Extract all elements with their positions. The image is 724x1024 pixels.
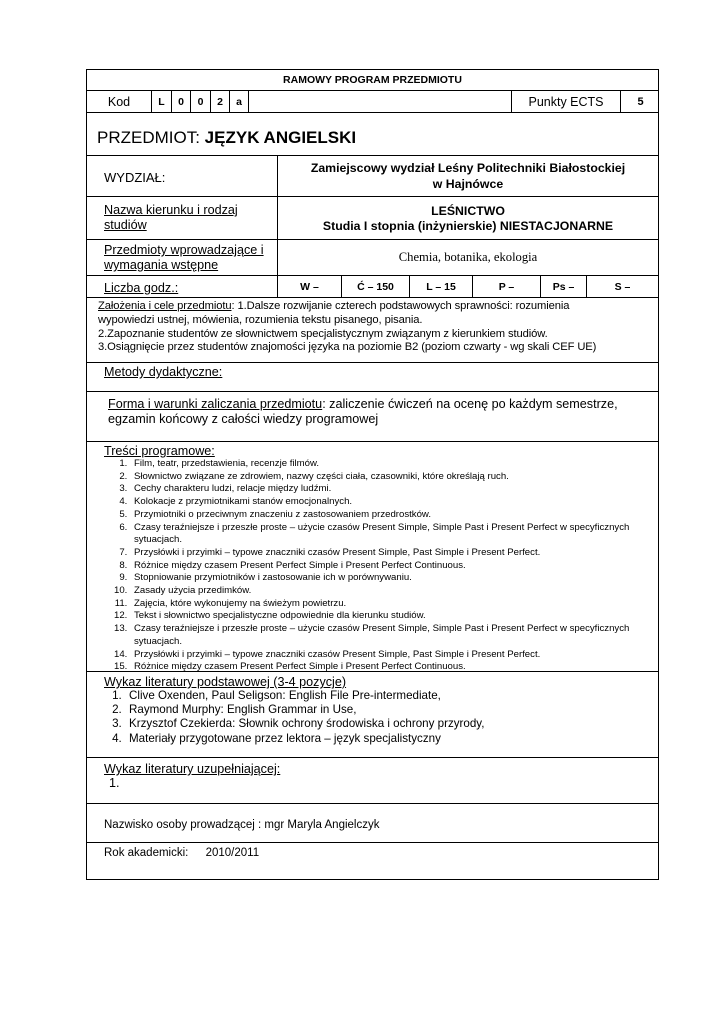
- literature-extra-item: 1.: [109, 776, 120, 790]
- prerequisites-label: [87, 240, 277, 275]
- subject-prefix: PRZEDMIOT:: [97, 128, 205, 147]
- field-value-line1: LEŚNICTWO: [431, 204, 505, 218]
- program-item: 13. Czasy teraźniejsze i przeszłe proste – użycie czasów Present Simple, Simple Past i Present Perfect w specyficznych sytuacjach.: [130, 623, 658, 648]
- hours-lab: L – 15: [409, 276, 472, 297]
- hours-row: [87, 276, 658, 298]
- faculty-value-line1: Zamiejscowy wydział Leśny Politechniki Białostockiej: [310, 161, 626, 175]
- literature-item: 3. Krzysztof Czekierda: Słownik ochrony środowiska i ochrony przyrody,: [125, 717, 658, 731]
- literature-basic-row: [87, 672, 658, 758]
- lecturer-row: [87, 804, 658, 843]
- goals-line4: 3.Osiągnięcie przez studentów znajomości języka na poziomie B2 (poziom czwarty - wg skali CEF UE): [98, 341, 597, 354]
- program-item: 9. Stopniowanie przymiotników i zastosowanie ich w porównywaniu.: [130, 572, 658, 585]
- field-value: [277, 197, 658, 239]
- document-title: RAMOWY PROGRAM PRZEDMIOTU: [283, 74, 462, 86]
- code-row: [87, 91, 658, 113]
- program-label: Treści programowe:: [104, 444, 215, 458]
- program-list: [87, 458, 658, 674]
- program-item: 6. Czasy teraźniejsze i przeszłe proste – użycie czasów Present Simple, Simple Past i Present Perfect w specyficznych sytuacjach.: [130, 522, 658, 547]
- program-row: [87, 442, 658, 672]
- code-char-1: L: [151, 91, 171, 112]
- code-char-3: 0: [190, 91, 210, 112]
- academic-year-value: 2010/2011: [205, 847, 260, 859]
- program-item: 10. Zasady użycia przedimków.: [130, 585, 658, 598]
- goals-label: Założenia i cele przedmiotu: [98, 300, 232, 312]
- code-spacer: [248, 91, 511, 112]
- assessment-line1-text: : zaliczenie ćwiczeń na ocenę po każdym semestrze,: [322, 397, 618, 411]
- program-item: 5. Przymiotniki o przeciwnym znaczeniu z zastosowaniem przedrostków.: [130, 509, 658, 522]
- literature-basic-label: Wykaz literatury podstawowej (3-4 pozycje): [104, 675, 347, 689]
- subject-name: JĘZYK ANGIELSKI: [204, 128, 357, 147]
- hours-seminar: S –: [586, 276, 658, 297]
- faculty-label: WYDZIAŁ:: [104, 170, 166, 185]
- assessment-label: Forma i warunki zaliczania przedmiotu: [108, 397, 323, 411]
- hours-exercises: Ć – 150: [341, 276, 409, 297]
- literature-extra-label: Wykaz literatury uzupełniającej:: [104, 762, 281, 776]
- goals-line2: wypowiedzi ustnej, mówienia, rozumienia tekstu pisanego, pisania.: [98, 313, 423, 326]
- assessment-line2: egzamin końcowy z całości wiedzy programowej: [108, 412, 379, 426]
- goals-row: [87, 298, 658, 363]
- prerequisites-label-line1: Przedmioty wprowadzające i: [104, 243, 264, 257]
- program-item: 1. Film, teatr, przedstawienia, recenzje filmów.: [130, 458, 658, 471]
- literature-extra-row: [87, 758, 658, 804]
- field-value-line2: Studia I stopnia (inżynierskie) NIESTACJONARNE: [322, 219, 614, 233]
- goals-line1: [98, 300, 658, 314]
- field-label: [87, 197, 277, 239]
- faculty-value: [277, 156, 658, 196]
- lecturer-text: Nazwisko osoby prowadzącej : mgr Maryla Angielczyk: [104, 819, 380, 831]
- prerequisites-row: [87, 240, 658, 276]
- field-row: [87, 197, 658, 240]
- program-document: [86, 69, 659, 880]
- academic-year: [104, 847, 259, 859]
- goals-line3: 2.Zapoznanie studentów ze słownictwem specjalistycznym związanym z kierunkiem studiów.: [98, 327, 548, 340]
- methods-row: [87, 363, 658, 392]
- hours-ps: Ps –: [540, 276, 586, 297]
- field-label-line1: Nazwa kierunku i rodzaj: [104, 203, 238, 217]
- faculty-label-cell: [87, 156, 277, 196]
- code-char-4: 2: [210, 91, 229, 112]
- ects-label: Punkty ECTS: [511, 91, 620, 112]
- academic-year-label: Rok akademicki:: [104, 847, 189, 859]
- program-item: 8. Różnice między czasem Present Perfect Simple i Present Perfect Continuous.: [130, 560, 658, 573]
- literature-basic-list: [87, 689, 658, 746]
- program-item: 14. Przysłówki i przyimki – typowe znaczniki czasów Present Simple, Past Simple i Present Perfect.: [130, 649, 658, 662]
- methods-label: Metody dydaktyczne:: [104, 365, 223, 379]
- program-item: 15. Różnice między czasem Present Perfect Simple i Present Perfect Continuous.: [130, 661, 658, 674]
- faculty-value-line2: w Hajnówce: [432, 177, 504, 191]
- literature-item: 1. Clive Oxenden, Paul Seligson: English File Pre-intermediate,: [125, 689, 658, 703]
- subject-heading: [97, 128, 356, 148]
- program-item: 2. Słownictwo związane ze zdrowiem, nazwy części ciała, czasowniki, które określają ruch.: [130, 471, 658, 484]
- program-item: 7. Przysłówki i przyimki – typowe znaczniki czasów Present Simple, Past Simple i Present Perfect.: [130, 547, 658, 560]
- document-title-row: [87, 70, 658, 91]
- prerequisites-label-line2: wymagania wstępne: [104, 258, 219, 272]
- code-char-5: a: [229, 91, 248, 112]
- literature-item: 4. Materiały przygotowane przez lektora – język specjalistyczny: [125, 732, 658, 746]
- hours-label: Liczba godz.:: [104, 281, 179, 295]
- faculty-row: [87, 156, 658, 197]
- goals-line1-text: : 1.Dalsze rozwijanie czterech podstawowych sprawności: rozumienia: [231, 300, 570, 312]
- program-item: 4. Kolokacje z przymiotnikami stanów emocjonalnych.: [130, 496, 658, 509]
- program-item: 11. Zajęcia, które wykonujemy na świeżym powietrzu.: [130, 598, 658, 611]
- field-label-line2: studiów: [104, 218, 147, 232]
- code-char-2: 0: [171, 91, 190, 112]
- program-item: 12. Tekst i słownictwo specjalistyczne odpowiednie dla kierunku studiów.: [130, 610, 658, 623]
- program-item: 3. Cechy charakteru ludzi, relacje między ludźmi.: [130, 483, 658, 496]
- hours-lecture: W –: [277, 276, 341, 297]
- hours-project: P –: [472, 276, 540, 297]
- assessment-line1: [108, 397, 658, 412]
- assessment-row: [87, 392, 658, 442]
- code-label: Kod: [107, 94, 131, 109]
- prerequisites-value: Chemia, botanika, ekologia: [277, 240, 658, 275]
- literature-item: 2. Raymond Murphy: English Grammar in Use,: [125, 703, 658, 717]
- ects-value: 5: [620, 91, 660, 112]
- subject-row: [87, 113, 658, 156]
